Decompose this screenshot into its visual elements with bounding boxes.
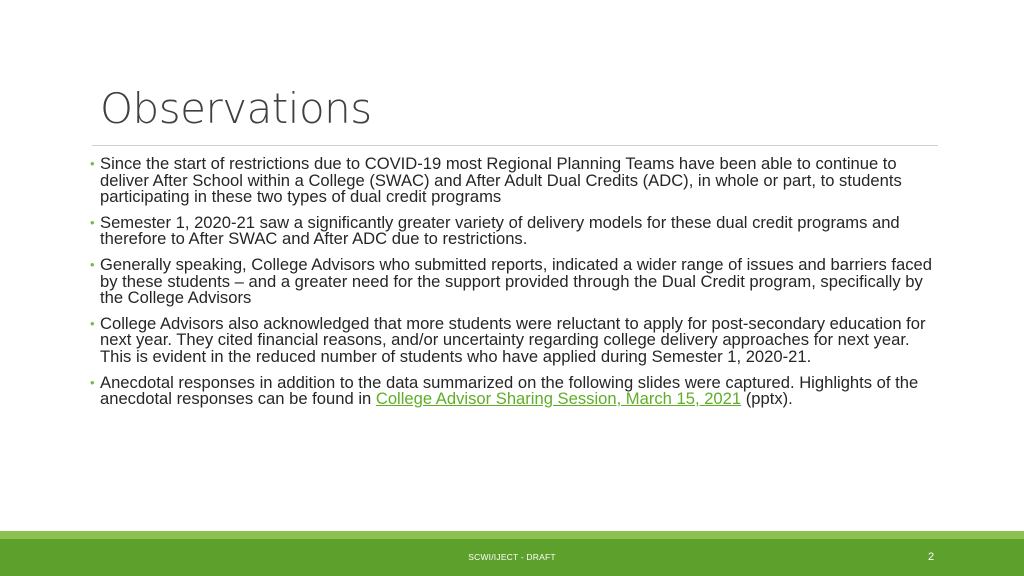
bullet-item [88, 156, 938, 206]
bullet-icon: • [90, 374, 95, 390]
bullet-icon: • [90, 256, 95, 272]
bullet-icon: • [90, 214, 95, 230]
bullet-item [88, 313, 938, 366]
bullet-text: Semester 1, 2020-21 saw a significantly greater variety of delivery models for these dual credit programs and therefore to After SWAC and After ADC due to restrictions. [100, 212, 900, 249]
bullet-item [88, 254, 938, 308]
bullet-text: Generally speaking, College Advisors who submitted reports, indicated a wider range of issues and barriers faced by these students – and a greater need for the support provided through the Dual Credit program, specifically by the College Advisors [100, 254, 932, 308]
slide-title: Observations [100, 84, 372, 133]
footer-stripe [0, 531, 1024, 539]
bullet-icon: • [90, 315, 95, 331]
title-divider [92, 145, 938, 146]
bullet-text-suffix: (pptx). [741, 389, 793, 409]
bullet-icon: • [90, 156, 95, 171]
bullet-text: College Advisors also acknowledged that more students were reluctant to apply for post-secondary education for next year. They cited financial reasons, and/or uncertainty regarding college delivery approaches for next year. This is evident in the reduced number of students who have applied during Semester 1, 2020-21. [100, 313, 926, 366]
sharing-session-link[interactable]: College Advisor Sharing Session, March 15, 2021 [375, 389, 742, 409]
footer-bar [0, 539, 1024, 576]
footer-label: SCWI/IJECT - DRAFT [468, 552, 556, 562]
bullet-text: Since the start of restrictions due to COVID-19 most Regional Planning Teams have been able to continue to deliver After School within a College (SWAC) and After Adult Dual Credits (ADC), in whole or part, to students participating in these two types of dual credit programs [100, 154, 902, 207]
page-number: 2 [928, 551, 935, 563]
bullet-text: Anecdotal responses in addition to the data summarized on the following slides were captured. Highlights of the anecdotal responses can be found in [100, 372, 919, 409]
bullet-item [88, 212, 938, 249]
bullet-list [88, 156, 938, 417]
bullet-item [88, 372, 938, 409]
